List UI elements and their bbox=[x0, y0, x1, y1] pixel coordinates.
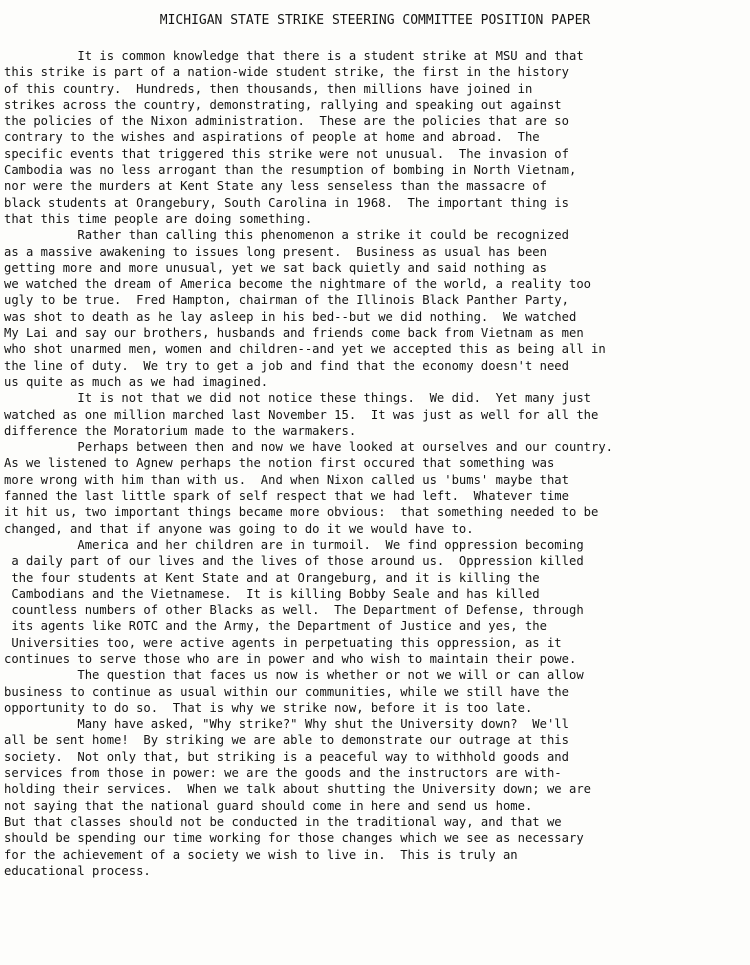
text-line: specific events that triggered this strike were not unusual. The invasion of bbox=[4, 146, 569, 161]
text-line: fanned the last little spark of self respect that we had left. Whatever time bbox=[4, 489, 569, 504]
text-line: Rather than calling this phenomenon a strike it could be recognized bbox=[4, 228, 569, 243]
text-line: us quite as much as we had imagined. bbox=[4, 374, 269, 389]
text-line: services from those in power: we are the goods and the instructors are with- bbox=[4, 766, 562, 781]
text-line: it hit us, two important things became more obvious: that something needed to be bbox=[4, 505, 599, 520]
text-line: getting more and more unusual, yet we sat back quietly and said nothing as bbox=[4, 260, 547, 275]
text-line: the line of duty. We try to get a job and find that the economy doesn't need bbox=[4, 358, 569, 373]
text-line: But that classes should not be conducted in the traditional way, and that we bbox=[4, 814, 562, 829]
text-line: society. Not only that, but striking is a peaceful way to withhold goods and bbox=[4, 749, 569, 764]
text-line: continues to serve those who are in power and who wish to maintain their powe. bbox=[4, 651, 577, 666]
text-line: contrary to the wishes and aspirations of people at home and abroad. The bbox=[4, 130, 540, 145]
text-line: opportunity to do so. That is why we strike now, before it is too late. bbox=[4, 700, 533, 715]
text-line: of this country. Hundreds, then thousands, then millions have joined in bbox=[4, 81, 533, 96]
text-line: its agents like ROTC and the Army, the Department of Justice and yes, the bbox=[4, 619, 547, 634]
text-line: Cambodia was no less arrogant than the resumption of bombing in North Vietnam, bbox=[4, 163, 577, 178]
text-line: Cambodians and the Vietnamese. It is killing Bobby Seale and has killed bbox=[4, 586, 540, 601]
text-line: a daily part of our lives and the lives of those around us. Oppression killed bbox=[4, 554, 584, 569]
text-line: difference the Moratorium made to the warmakers. bbox=[4, 423, 357, 438]
body-text bbox=[4, 48, 750, 879]
text-line: It is not that we did not notice these things. We did. Yet many just bbox=[4, 391, 591, 406]
text-line: ugly to be true. Fred Hampton, chairman of the Illinois Black Panther Party, bbox=[4, 293, 569, 308]
text-line: My Lai and say our brothers, husbands and friends come back from Vietnam as men bbox=[4, 326, 584, 341]
text-line: It is common knowledge that there is a student strike at MSU and that bbox=[4, 49, 584, 63]
text-line: black students at Orangebury, South Carolina in 1968. The important thing is bbox=[4, 195, 569, 210]
text-line: Many have asked, "Why strike?" Why shut the University down? We'll bbox=[4, 717, 569, 732]
text-line: not saying that the national guard should come in here and send us home. bbox=[4, 798, 533, 813]
text-line: should be spending our time working for those changes which we see as necessary bbox=[4, 831, 584, 846]
page-title: MICHIGAN STATE STRIKE STEERING COMMITTEE POSITION PAPER bbox=[159, 13, 591, 28]
text-line: as a massive awakening to issues long present. Business as usual has been bbox=[4, 244, 547, 259]
text-line: the four students at Kent State and at Orangeburg, and it is killing the bbox=[4, 570, 540, 585]
text-line: America and her children are in turmoil. We find oppression becoming bbox=[4, 537, 584, 552]
text-line: The question that faces us now is whether or not we will or can allow bbox=[4, 668, 584, 683]
text-line: business to continue as usual within our communities, while we still have the bbox=[4, 684, 569, 699]
text-line: educational process. bbox=[4, 863, 151, 878]
text-line: strikes across the country, demonstrating, rallying and speaking out against bbox=[4, 97, 562, 112]
text-line: that this time people are doing something. bbox=[4, 211, 313, 226]
text-line: As we listened to Agnew perhaps the notion first occured that something was bbox=[4, 456, 555, 471]
text-line: who shot unarmed men, women and children--and yet we accepted this as being all in bbox=[4, 342, 606, 357]
text-line: watched as one million marched last November 15. It was just as well for all the bbox=[4, 407, 599, 422]
text-line: we watched the dream of America become the nightmare of the world, a reality too bbox=[4, 277, 591, 292]
text-line: Perhaps between then and now we have looked at ourselves and our country. bbox=[4, 440, 614, 455]
text-line: nor were the murders at Kent State any less senseless than the massacre of bbox=[4, 179, 547, 194]
text-line: countless numbers of other Blacks as well. The Department of Defense, through bbox=[4, 603, 584, 618]
text-line: this strike is part of a nation-wide student strike, the first in the history bbox=[4, 65, 569, 80]
text-line: the policies of the Nixon administration. These are the policies that are so bbox=[4, 114, 569, 129]
text-line: for the achievement of a society we wish to live in. This is truly an bbox=[4, 847, 518, 862]
text-line: was shot to death as he lay asleep in his bed--but we did nothing. We watched bbox=[4, 309, 577, 324]
text-line: changed, and that if anyone was going to do it we would have to. bbox=[4, 521, 474, 536]
text-line: more wrong with him than with us. And when Nixon called us 'bums' maybe that bbox=[4, 472, 569, 487]
text-line: holding their services. When we talk about shutting the University down; we are bbox=[4, 782, 591, 797]
text-line: Universities too, were active agents in perpetuating this oppression, as it bbox=[4, 635, 562, 650]
text-line: all be sent home! By striking we are able to demonstrate our outrage at this bbox=[4, 733, 569, 748]
